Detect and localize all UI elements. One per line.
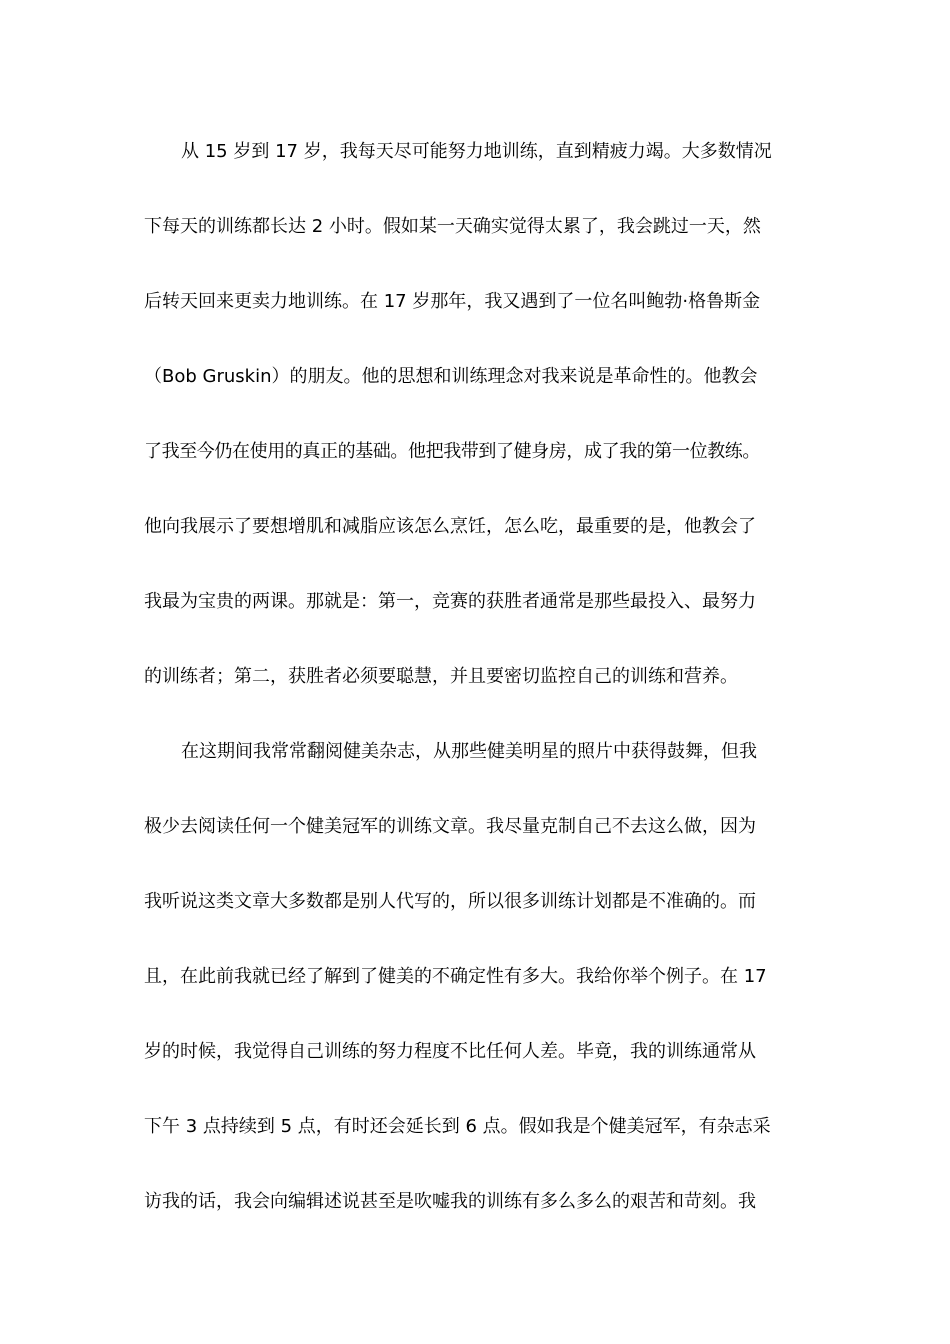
paragraph-2-line-2: 极少去阅读任何一个健美冠军的训练文章。我尽量克制自己不去这么做，因为 <box>144 816 756 837</box>
paragraph-1-line-7: 我最为宝贵的两课。那就是：第一，竞赛的获胜者通常是那些最投入、最努力 <box>144 591 756 612</box>
body-text <box>144 134 814 1259</box>
paragraph-2-line-3: 我听说这类文章大多数都是别人代写的，所以很多训练计划都是不准确的。而 <box>144 891 756 912</box>
paragraph-1-line-3: 后转天回来更卖力地训练。在 17 岁那年，我又遇到了一位名叫鲍勃·格鲁斯金 <box>144 291 761 312</box>
paragraph-1-line-4: （Bob Gruskin）的朋友。他的思想和训练理念对我来说是革命性的。他教会 <box>144 366 758 387</box>
paragraph-1-line-5: 了我至今仍在使用的真正的基础。他把我带到了健身房，成了我的第一位教练。 <box>144 441 760 462</box>
paragraph-1-line-2: 下每天的训练都长达 2 小时。假如某一天确实觉得太累了，我会跳过一天，然 <box>144 216 761 237</box>
paragraph-1-line-6: 他向我展示了要想增肌和减脂应该怎么烹饪，怎么吃，最重要的是，他教会了 <box>144 516 756 537</box>
paragraph-2-line-6: 下午 3 点持续到 5 点，有时还会延长到 6 点。假如我是个健美冠军，有杂志采 <box>144 1116 771 1137</box>
paragraph-1-line-1: 从 15 岁到 17 岁，我每天尽可能努力地训练，直到精疲力竭。大多数情况 <box>181 141 772 162</box>
paragraph-2-line-1: 在这期间我常常翻阅健美杂志，从那些健美明星的照片中获得鼓舞，但我 <box>181 741 757 762</box>
paragraph-2-line-7: 访我的话，我会向编辑述说甚至是吹嘘我的训练有多么多么的艰苦和苛刻。我 <box>144 1191 756 1212</box>
paragraph-2-line-4: 且，在此前我就已经了解到了健美的不确定性有多大。我给你举个例子。在 17 <box>144 966 767 987</box>
paragraph-1-line-8: 的训练者；第二，获胜者必须要聪慧，并且要密切监控自己的训练和营养。 <box>144 666 738 687</box>
paragraph-2-line-5: 岁的时候，我觉得自己训练的努力程度不比任何人差。毕竟，我的训练通常从 <box>144 1041 756 1062</box>
